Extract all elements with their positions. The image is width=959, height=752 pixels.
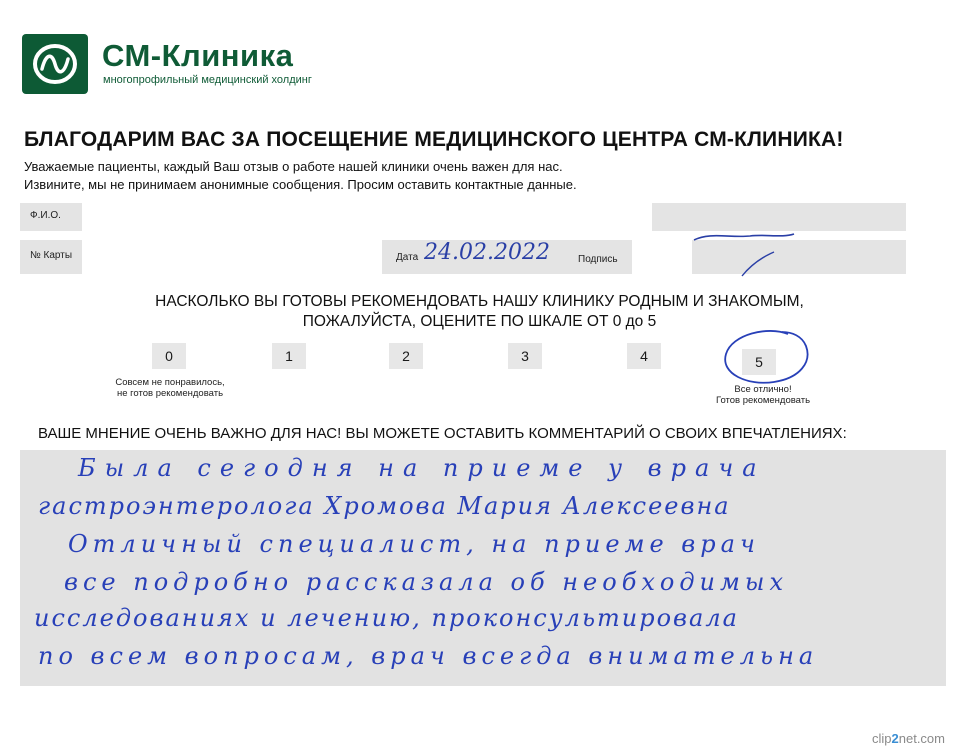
signature-scribble [690,228,800,278]
watermark [872,731,945,746]
signature-label: Подпись [578,254,618,265]
question-line-2: ПОЖАЛУЙСТА, ОЦЕНИТЕ ПО ШКАЛЕ ОТ 0 до 5 [302,313,657,330]
comment-title: ВАШЕ МНЕНИЕ ОЧЕНЬ ВАЖНО ДЛЯ НАС! ВЫ МОЖЕТЕ ОСТАВИТЬ КОММЕНТАРИЙ О СВОИХ ВПЕЧАТЛЕНИЯХ: [38,425,847,442]
watermark-part-1: clip [872,731,892,746]
score-option-1[interactable]: 1 [272,343,306,369]
score-option-4[interactable]: 4 [627,343,661,369]
watermark-part-3: net.com [898,731,945,746]
fio-label: Ф.И.О. [30,210,61,221]
watermark-part-2: 2 [891,731,899,746]
selected-circle [718,326,816,390]
intro-line-2: Извините, мы не принимаем анонимные сообщения. Просим оставить контактные данные. [24,177,577,192]
score-option-0[interactable]: 0 [152,343,186,369]
comment-line-6: по всем вопросам, врач всегда внимательна [38,642,819,670]
intro-line-1: Уважаемые пациенты, каждый Ваш отзыв о работе нашей клиники очень важен для нас. [24,159,563,174]
low-caption-1: Совсем не понравилось, [115,377,225,388]
card-label: № Карты [30,250,73,261]
question-line-1: НАСКОЛЬКО ВЫ ГОТОВЫ РЕКОМЕНДОВАТЬ НАШУ КЛИНИКУ РОДНЫМ И ЗНАКОМЫМ, [155,293,804,310]
brand-subtitle: многопрофильный медицинский холдинг [103,74,312,86]
score-option-3[interactable]: 3 [508,343,542,369]
high-caption-1: Все отлично! [734,384,792,395]
brand-logo [22,34,88,94]
score-option-5[interactable]: 5 [742,349,776,375]
comment-line-2: гастроэнтеролога Хромова Мария Алексеевна [38,492,731,520]
comment-line-3: Отличный специалист, на приеме врач [68,530,760,558]
card-redaction [82,236,382,276]
comment-textarea[interactable] [20,450,946,686]
fio-redaction [82,199,652,235]
date-label: Дата [396,252,419,263]
comment-line-4: все подробно рассказала об необходимых [64,568,788,596]
brand-logo-icon [30,41,80,87]
low-caption-2: не готов рекомендовать [116,388,224,399]
score-option-2[interactable]: 2 [389,343,423,369]
comment-line-1: Была сегодня на приеме у врача [78,454,766,482]
date-value: 24.02.2022 [424,240,550,265]
page-title: БЛАГОДАРИМ ВАС ЗА ПОСЕЩЕНИЕ МЕДИЦИНСКОГО ЦЕНТРА СМ-КЛИНИКА! [24,128,844,151]
signature-redaction [632,236,692,276]
brand-name: СМ-Клиника [102,38,294,73]
comment-line-5: исследованиях и лечению, проконсультировала [34,604,739,632]
high-caption-2: Готов рекомендовать [715,395,811,406]
